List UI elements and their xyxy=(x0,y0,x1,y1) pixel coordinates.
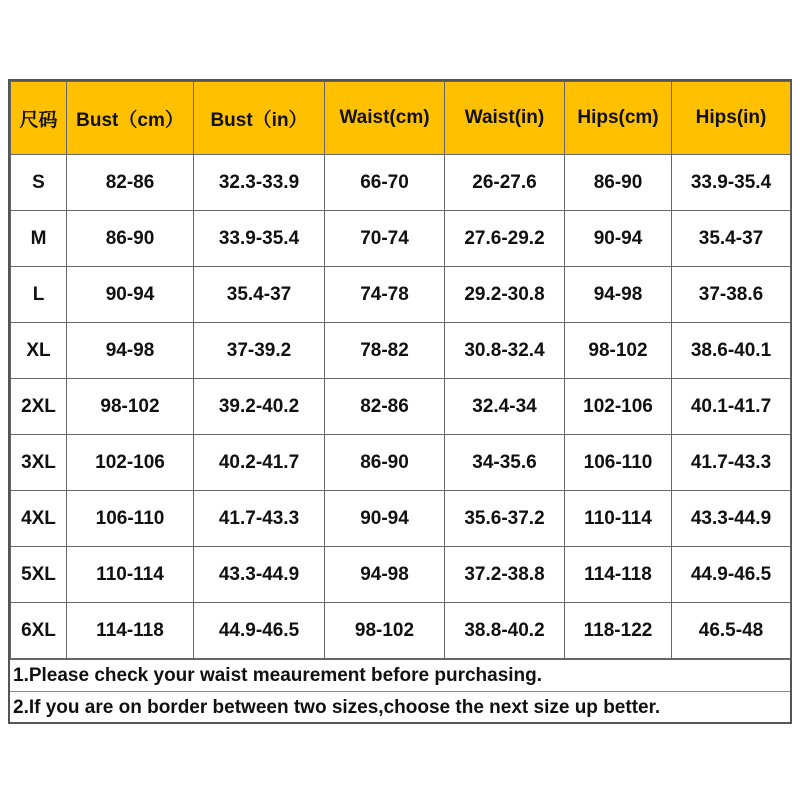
waist-cm-cell: 78-82 xyxy=(325,323,445,379)
table-row xyxy=(11,491,791,547)
hips-in-cell: 37-38.6 xyxy=(672,267,791,323)
hips-in-cell: 43.3-44.9 xyxy=(672,491,791,547)
hips-cm-cell: 94-98 xyxy=(565,267,672,323)
bust-in-cell: 41.7-43.3 xyxy=(194,491,325,547)
waist-in-cell: 29.2-30.8 xyxy=(445,267,565,323)
waist-in-cell: 26-27.6 xyxy=(445,155,565,211)
hips-in-cell: 41.7-43.3 xyxy=(672,435,791,491)
bust-in-cell: 32.3-33.9 xyxy=(194,155,325,211)
hips-cm-cell: 102-106 xyxy=(565,379,672,435)
bust-in-cell: 35.4-37 xyxy=(194,267,325,323)
bust-cm-cell: 110-114 xyxy=(67,547,194,603)
header-bust-in: Bust（in） xyxy=(194,82,325,155)
waist-in-cell: 27.6-29.2 xyxy=(445,211,565,267)
table-row xyxy=(11,323,791,379)
header-waist-in: Waist(in) xyxy=(445,82,565,155)
waist-cm-cell: 74-78 xyxy=(325,267,445,323)
waist-in-cell: 34-35.6 xyxy=(445,435,565,491)
size-cell: M xyxy=(11,211,67,267)
hips-in-cell: 38.6-40.1 xyxy=(672,323,791,379)
waist-cm-cell: 86-90 xyxy=(325,435,445,491)
waist-in-cell: 35.6-37.2 xyxy=(445,491,565,547)
hips-cm-cell: 86-90 xyxy=(565,155,672,211)
hips-cm-cell: 98-102 xyxy=(565,323,672,379)
header-size: 尺码 xyxy=(11,82,67,155)
hips-in-cell: 35.4-37 xyxy=(672,211,791,267)
hips-in-cell: 33.9-35.4 xyxy=(672,155,791,211)
size-cell: 3XL xyxy=(11,435,67,491)
size-cell: 6XL xyxy=(11,603,67,659)
notes-section xyxy=(10,659,790,722)
hips-in-cell: 46.5-48 xyxy=(672,603,791,659)
bust-cm-cell: 98-102 xyxy=(67,379,194,435)
size-cell: 2XL xyxy=(11,379,67,435)
bust-cm-cell: 114-118 xyxy=(67,603,194,659)
waist-cm-cell: 94-98 xyxy=(325,547,445,603)
size-chart xyxy=(8,79,792,724)
bust-in-cell: 44.9-46.5 xyxy=(194,603,325,659)
note-waist-check: 1.Please check your waist meaurement before purchasing. xyxy=(13,665,543,686)
size-cell: 4XL xyxy=(11,491,67,547)
hips-in-cell: 40.1-41.7 xyxy=(672,379,791,435)
waist-cm-cell: 98-102 xyxy=(325,603,445,659)
hips-cm-cell: 114-118 xyxy=(565,547,672,603)
size-table xyxy=(10,81,791,659)
table-row xyxy=(11,603,791,659)
table-row xyxy=(11,155,791,211)
waist-in-cell: 38.8-40.2 xyxy=(445,603,565,659)
header-bust-cm: Bust（cm） xyxy=(67,82,194,155)
header-hips-cm: Hips(cm) xyxy=(565,82,672,155)
hips-cm-cell: 90-94 xyxy=(565,211,672,267)
bust-in-cell: 40.2-41.7 xyxy=(194,435,325,491)
hips-cm-cell: 118-122 xyxy=(565,603,672,659)
bust-in-cell: 43.3-44.9 xyxy=(194,547,325,603)
bust-cm-cell: 82-86 xyxy=(67,155,194,211)
hips-cm-cell: 110-114 xyxy=(565,491,672,547)
bust-cm-cell: 86-90 xyxy=(67,211,194,267)
header-waist-cm: Waist(cm) xyxy=(325,82,445,155)
hips-cm-cell: 106-110 xyxy=(565,435,672,491)
waist-cm-cell: 66-70 xyxy=(325,155,445,211)
bust-cm-cell: 102-106 xyxy=(67,435,194,491)
size-cell: S xyxy=(11,155,67,211)
waist-cm-cell: 70-74 xyxy=(325,211,445,267)
table-row xyxy=(11,435,791,491)
header-hips-in: Hips(in) xyxy=(672,82,791,155)
header-row xyxy=(11,82,791,155)
waist-in-cell: 37.2-38.8 xyxy=(445,547,565,603)
note-size-up: 2.If you are on border between two sizes,choose the next size up better. xyxy=(10,691,790,722)
waist-in-cell: 32.4-34 xyxy=(445,379,565,435)
size-cell: XL xyxy=(11,323,67,379)
waist-cm-cell: 82-86 xyxy=(325,379,445,435)
table-row xyxy=(11,211,791,267)
bust-cm-cell: 106-110 xyxy=(67,491,194,547)
bust-in-cell: 37-39.2 xyxy=(194,323,325,379)
bust-in-cell: 33.9-35.4 xyxy=(194,211,325,267)
table-row xyxy=(11,267,791,323)
waist-cm-cell: 90-94 xyxy=(325,491,445,547)
hips-in-cell: 44.9-46.5 xyxy=(672,547,791,603)
bust-cm-cell: 90-94 xyxy=(67,267,194,323)
size-cell: L xyxy=(11,267,67,323)
waist-in-cell: 30.8-32.4 xyxy=(445,323,565,379)
table-row xyxy=(11,379,791,435)
size-cell: 5XL xyxy=(11,547,67,603)
bust-cm-cell: 94-98 xyxy=(67,323,194,379)
table-row xyxy=(11,547,791,603)
bust-in-cell: 39.2-40.2 xyxy=(194,379,325,435)
